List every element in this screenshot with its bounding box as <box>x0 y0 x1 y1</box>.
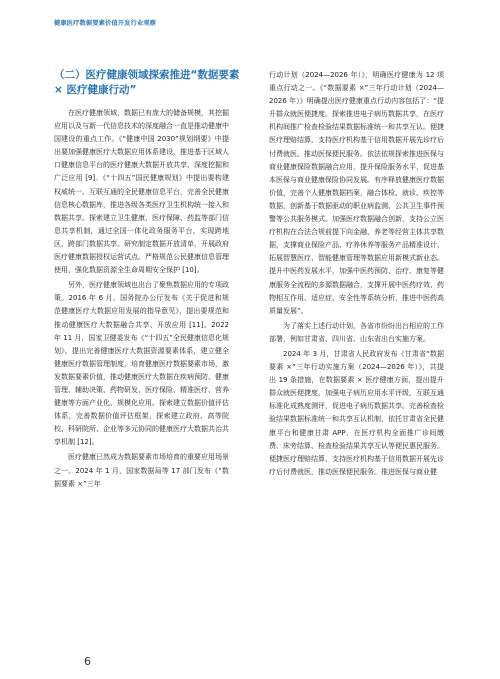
paragraph: 行动计划（2024—2026 年）》，明确医疗健康为 12 项重点行动之一。《“数据要素 ×”三年行动计划（2024—2026 年）》明确提出医疗健康重点行动内容包括了：“提升群众就医便捷度。探索推进电子病历数据共享，在医疗机构间推广检查检验结果数据标准统一和共享互认。便捷医疗理赔结算，支持医疗机构基于信用数据开展先诊疗后付费就医。推动医保便民服务。依法依规探索推进医保与商业健康保险数据融合应用，提升保险服务水平，促进基本医保与商业健康保险协同发展。有序释放健康医疗数据价值，完善个人健康数据档案，融合体检、就诊、疾控等数据，创新基于数据驱动的职业病监测、公共卫生事件预警等公共服务模式。加强医疗数据融合创新，支持公立医疗机构在合法合规前提下向金融、养老等经营主体共享数据，支撑商业保险产品、疗养休养等服务产品精准设计，拓展智慧医疗、智能健康管理等数据应用新模式新业态。提升中医药发展水平，加强中医药预防、治疗、康复等健康服务全流程的多源数据融合，支撑开展中医药疗效、药物相互作用、适应症、安全性等系统分析，推进中医药高质量发展”。 <box>269 71 444 315</box>
paragraph: 另外，医疗健康领域也出台了聚焦数据应用的专项政策。2016 年 6 月，国务院办公厅发布《关于促进和规范健康医疗大数据应用发展的指导意见》，提出要规范和推动健康医疗大数据融合共享、开放应用 [11]。2022 年 11 月，国家卫健委发布《“十四五”全民健康信息化规划》，提出完善健康医疗大数据资源要素体系，建立健全健康医疗数据管理制度，培育健康医疗数据要素市场，激发数据要素价值，推动健康医疗大数据在疾病预防、健康管理、辅助决策、药物研发、医疗保险、精准医疗、营养健康等方面产业化、规模化应用。探索建立数据价值评估体系，完善数据价值评估框架，探索建立政府、高等院校、科研院所、企业等多元协同的健康医疗大数据共治共享机制 [12]。 <box>54 281 229 447</box>
left-column <box>54 68 240 491</box>
paragraph: 2024 年 3 月，甘肃省人民政府发布《甘肃省“数据要素 ×”三年行动实施方案（2024—2026 年）》，共提出 19 条措施，在数据要素 × 医疗健康方面，提出提升群众就医便捷度，加强电子病历应用水平评级、互联互通标准化成熟度测评，促进电子病历数据共享。完善检查检验结果数据标准统一和共享互认机制，依托甘肃省全民健康平台和健康甘肃 APP，在医疗机构全面推广诊间缴费、床旁结算、检查检验结果共享互认等便民惠民服务。便捷医疗理赔结算，支持医疗机构基于信用数据开展先诊疗后付费就医，推动医保便民服务。推进医保与商业健 <box>269 349 444 476</box>
running-header: 健康医疗数据要素价值开发行业观察 <box>54 20 157 27</box>
paragraph: 为了落实上述行动计划，各省市纷纷出台相应的工作部署，例如甘肃省、四川省、山东省出台实施方案。 <box>269 321 444 343</box>
paragraph: 医疗健康已然成为数据要素市场培育的重要应用场景之一。2024 年 1 月，国家数据局等 17 部门发布《“数据要素 ×”三年 <box>54 453 229 488</box>
paragraph: 在医疗健康领域，数据已有庞大的储备规模，其挖掘应用以及与新一代信息技术的深度融合一直是推动健康中国建设的重点工作。《“健康中国 2030”规划纲要》中提出要加强健康医疗大数据应用体系建设，推进基于区域人口健康信息平台的医疗健康大数据开放共享、深度挖掘和广泛应用 [9]。《“十四五”国民健康规划》中提出要构建权威统一、互联互通的全民健康信息平台，完善全民健康信息核心数据库，推进各级各类医疗卫生机构统一接入和数据共享。探索建立卫生健康、医疗保障、药监等部门信息共享机制，通过全国一体化政务服务平台，实现跨地区、跨部门数据共享。研究制定数据开放清单，开展政府医疗健康数据授权运营试点。严格规范公民健康信息管理使用，强化数据资源全生命周期安全保护 [10]。 <box>54 109 229 275</box>
section-heading: （二）医疗健康领域探索推进“数据要素 × 医疗健康行动” <box>54 69 240 96</box>
right-column <box>269 69 444 479</box>
page-number: 6 <box>84 655 91 668</box>
